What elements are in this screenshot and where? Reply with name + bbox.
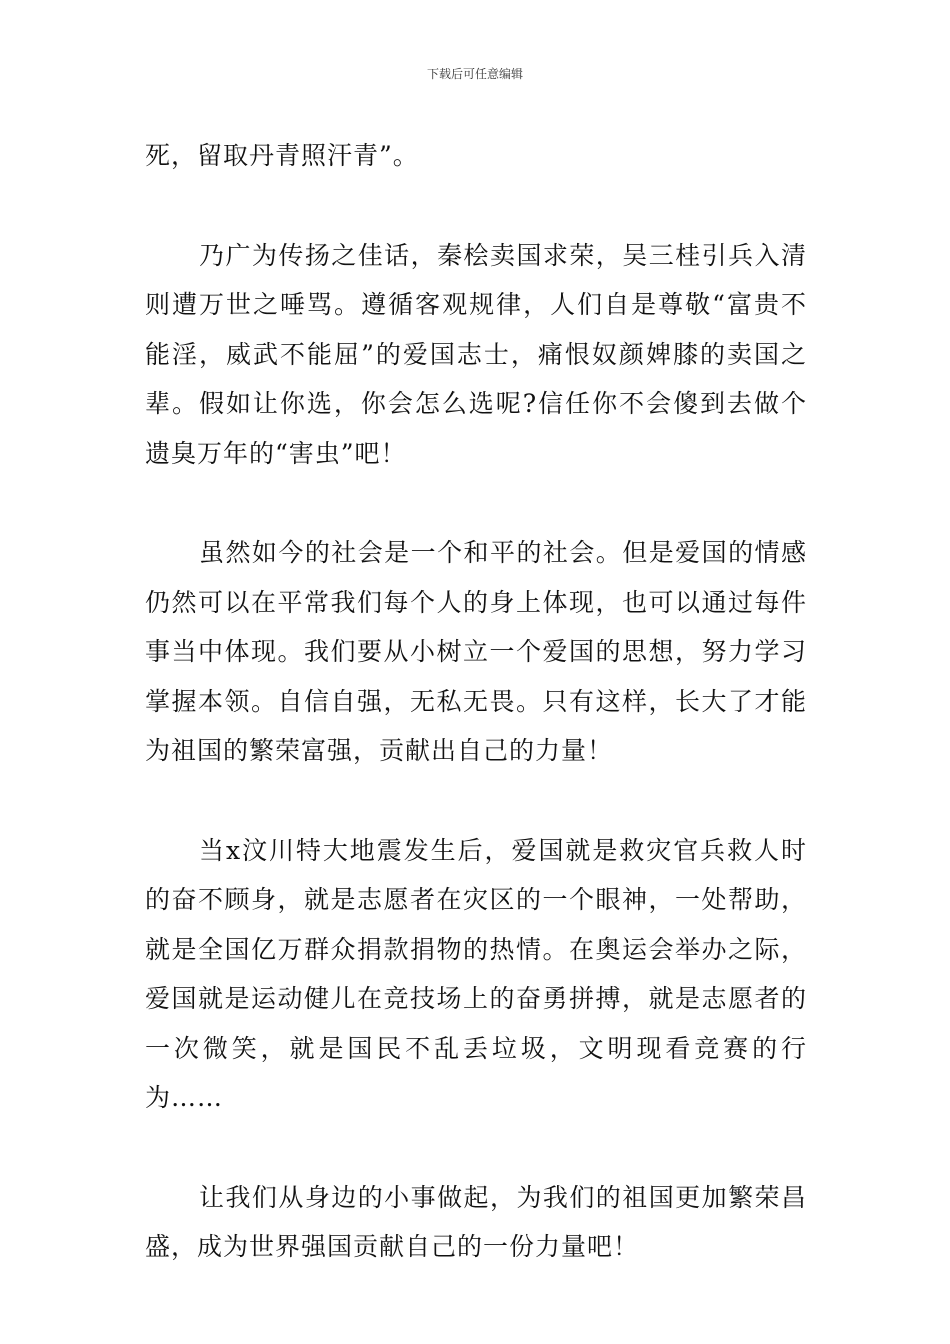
page-header: 下载后可任意编辑	[426, 67, 523, 81]
paragraph-5: 让我们从身边的小事做起，为我们的祖国更加繁荣昌盛，成为世界强国贡献自己的一份力量吧！	[145, 1182, 807, 1261]
paragraph-4: 当x汶川特大地震发生后，爱国就是救灾官兵救人时的奋不顾身，就是志愿者在灾区的一个眼神，一处帮助，就是全国亿万群众捐款捐物的热情。在奥运会举办之际，爱国就是运动健儿在竞技场上的奋勇拼搏，就是志愿者的一次微笑，就是国民不乱丢垃圾，文明现看竞赛的行为……	[145, 835, 807, 1112]
paragraph-gap	[145, 776, 807, 826]
paragraph-3: 虽然如今的社会是一个和平的社会。但是爱国的情感仍然可以在平常我们每个人的身上体现，也可以通过每件事当中体现。我们要从小树立一个爱国的思想，努力学习掌握本领。自信自强，无私无畏。只有这样，长大了才能为祖国的繁荣富强，贡献出自己的力量！	[145, 538, 807, 765]
paragraph-gap	[145, 478, 807, 528]
document-body	[145, 131, 807, 1272]
paragraph-2: 乃广为传扬之佳话，秦桧卖国求荣，吴三桂引兵入清则遭万世之唾骂。遵循客观规律，人们自是尊敬“富贵不能淫，威武不能屈”的爱国志士，痛恨奴颜婢膝的卖国之辈。假如让你选，你会怎么选呢?信任你不会傻到去做个遗臭万年的“害虫”吧！	[145, 240, 807, 468]
paragraph-gap	[145, 181, 807, 231]
paragraph-1: 死，留取丹青照汗青”。	[145, 141, 419, 170]
paragraph-gap	[145, 1123, 807, 1173]
